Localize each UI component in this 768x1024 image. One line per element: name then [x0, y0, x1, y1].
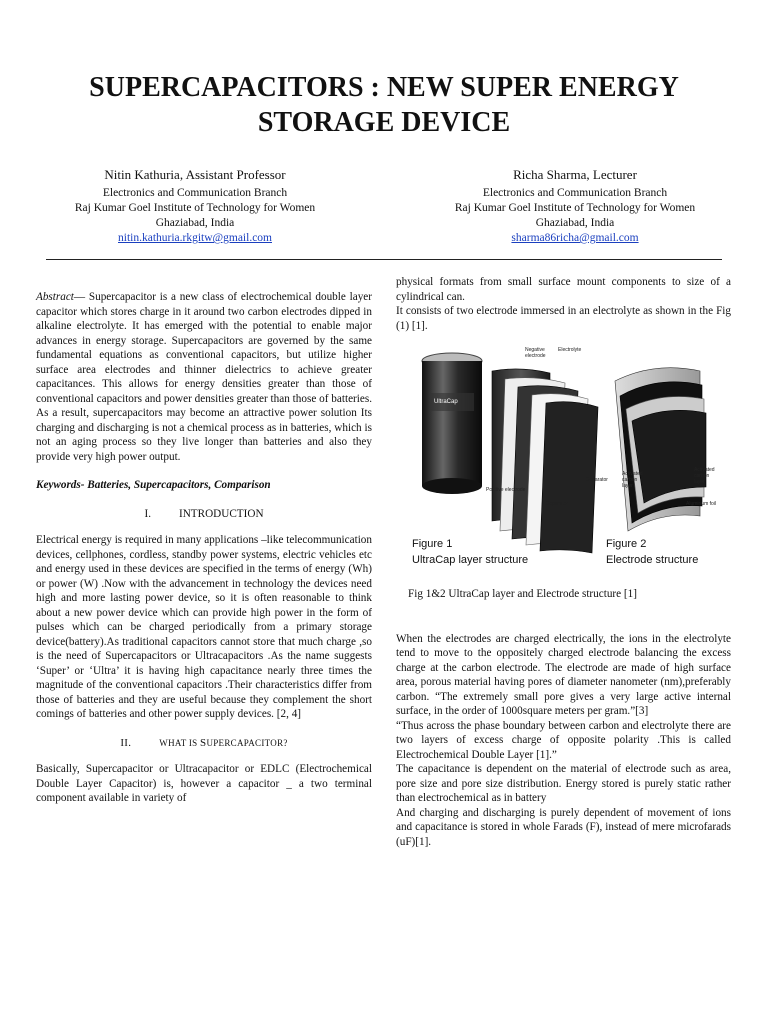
can-label: UltraCap — [434, 399, 458, 405]
layer-structure — [492, 369, 598, 553]
paragraph: “Thus across the phase boundary between carbon and electrolyte there are two layers of excess charge of opposite polarity .This is called Electrochemical Double Layer [1].” — [396, 719, 731, 761]
section-title-a: WHAT IS — [159, 737, 201, 748]
author-city: Ghaziabad, India — [155, 217, 235, 229]
introduction-text: Electrical energy is required in many applications –like telecommunication devices, cellphones, cordless, standby power systems, electric vehicles etc and energy used in these devices are specified in the terms of energy (Wh) or power (W) .Now with the advancement in technology the devices need high and more lasting power device, so it is often reasonable to think about a new power device which can provide high power in the form of pulses which can be charged periodically from a primary storage device(battery).As traditional capacitors cannot store that much charge ,so is the need of Supercapacitors or Ultracapacitors .As the name suggests ‘Super’ or ‘Ultra’ it is having high capacitance nearly three times the magnitude of the conventional capacitors .Their characteristics differ from those of batteries and they are useful because they complement the short comings of batteries and other power supply devices. [2, 4] — [36, 534, 372, 720]
paragraph: It consists of two electrode immersed in an electrolyte as shown in the Fig (1) [1]. — [396, 305, 731, 332]
author-block-left — [30, 166, 360, 246]
author-dept: Electronics and Communication Branch — [102, 187, 288, 199]
paragraph: physical formats from small surface mount components to size of a cylindrical can. — [396, 276, 731, 303]
abstract — [36, 290, 372, 464]
label-activated-carbon: Activated carbon layer — [622, 471, 643, 489]
left-column — [36, 290, 372, 806]
figure2-title: Figure 2 — [606, 538, 647, 550]
ultracap-figure — [400, 341, 730, 581]
label-separator: Separator — [586, 477, 608, 483]
section-heading-introduction — [36, 507, 372, 522]
what-is-text: Basically, Supercapacitor or Ultracapacitor or EDLC (Electrochemical Double Layer Capacitor) is, however a capacitor _ a two terminal component available in variety of — [36, 763, 372, 804]
paragraph: When the electrodes are charged electrically, the ions in the electrolyte tend to move to the oppositely charged electrode balancing the excess charge at the carbon electrode. The electrode are made of high surface area, porous material having pores of diameter nanometer (nm),preferably carbon. “The extremely small pore gives a very large active internal surface, in the order of 1000square meters per gram.”[3] — [396, 632, 731, 717]
abstract-text: Supercapacitor is a new class of electrochemical double layer capacitor which stores charge in it around two carbon electrodes dipped in alkaline electrolyte. It has emerged with the potential to enable major advances in energy storage. Supercapacitors are governed by the same fundamental equations as conventional capacitors, but utilize higher surface area electrodes and thinner dielectrics to achieve greater capacitances. This allows for energy densities greater than those of conventional capacitors and power densities greater than those of batteries. As a result, supercapacitors may become an attractive power solution Its charging and discharging is not a chemical process as in batteries, which is not an aging process so they live longer than batteries and also they provide very high power output. — [36, 291, 372, 463]
author-email-link[interactable]: sharma86richa@gmail.com — [511, 232, 639, 244]
author-dept: Electronics and Communication Branch — [482, 187, 668, 199]
label-separator-2: Separator — [546, 501, 568, 507]
figure1-title: Figure 1 — [412, 538, 453, 550]
paragraph: The capacitance is dependent on the material of electrode such as area, pore size and pore size distribution. Energy stored is purely static rather than electrochemical as in battery — [396, 763, 731, 804]
author-name: Richa Sharma, Lecturer — [513, 167, 637, 182]
abstract-dash: — — [73, 291, 86, 303]
author-institute: Raj Kumar Goel Institute of Technology for Women — [454, 202, 696, 214]
paragraph: And charging and discharging is purely dependent of movement of ions and capacitance is stored in whole Farads (F), instead of mere microfarads (uF)[1]. — [396, 806, 731, 848]
abstract-label: Abstract — [36, 291, 74, 303]
author-institute: Raj Kumar Goel Institute of Technology for Women — [74, 202, 316, 214]
figure-caption: Fig 1&2 UltraCap layer and Electrode structure [1] — [408, 588, 637, 600]
label-aluminum-foil: Aluminum foil — [686, 501, 717, 507]
paper-title: SUPERCAPACITORS : NEW SUPER ENERGY STORAGE DEVICE — [89, 72, 679, 138]
section-title: INTRODUCTION — [179, 507, 264, 520]
header-divider — [46, 259, 722, 260]
author-city: Ghaziabad, India — [535, 217, 615, 229]
label-positive-electrode: Positive electrode — [486, 487, 526, 493]
capacitor-can — [422, 353, 482, 494]
author-block-right — [410, 166, 740, 246]
right-column — [396, 275, 731, 849]
author-email-link[interactable]: nitin.kathuria.rkgitw@gmail.com — [118, 232, 272, 244]
section-title-c: UPERCAPACITOR? — [206, 737, 288, 748]
figure2-subtitle: Electrode structure — [606, 554, 699, 566]
label-negative-electrode: Negative electrode — [525, 347, 546, 359]
author-name: Nitin Kathuria, Assistant Professor — [104, 167, 286, 182]
label-electrolyte: Electrolyte — [558, 347, 582, 353]
section-heading-what-is — [36, 736, 372, 751]
label-activated-carbon-2: Activated carbon layer — [694, 467, 715, 485]
figure1-subtitle: UltraCap layer structure — [412, 554, 529, 566]
section-number: II. — [120, 736, 132, 749]
keywords: Keywords- Batteries, Supercapacitors, Comparison — [36, 479, 271, 491]
section-number: I. — [144, 507, 151, 520]
section-title-b: S — [200, 736, 207, 749]
